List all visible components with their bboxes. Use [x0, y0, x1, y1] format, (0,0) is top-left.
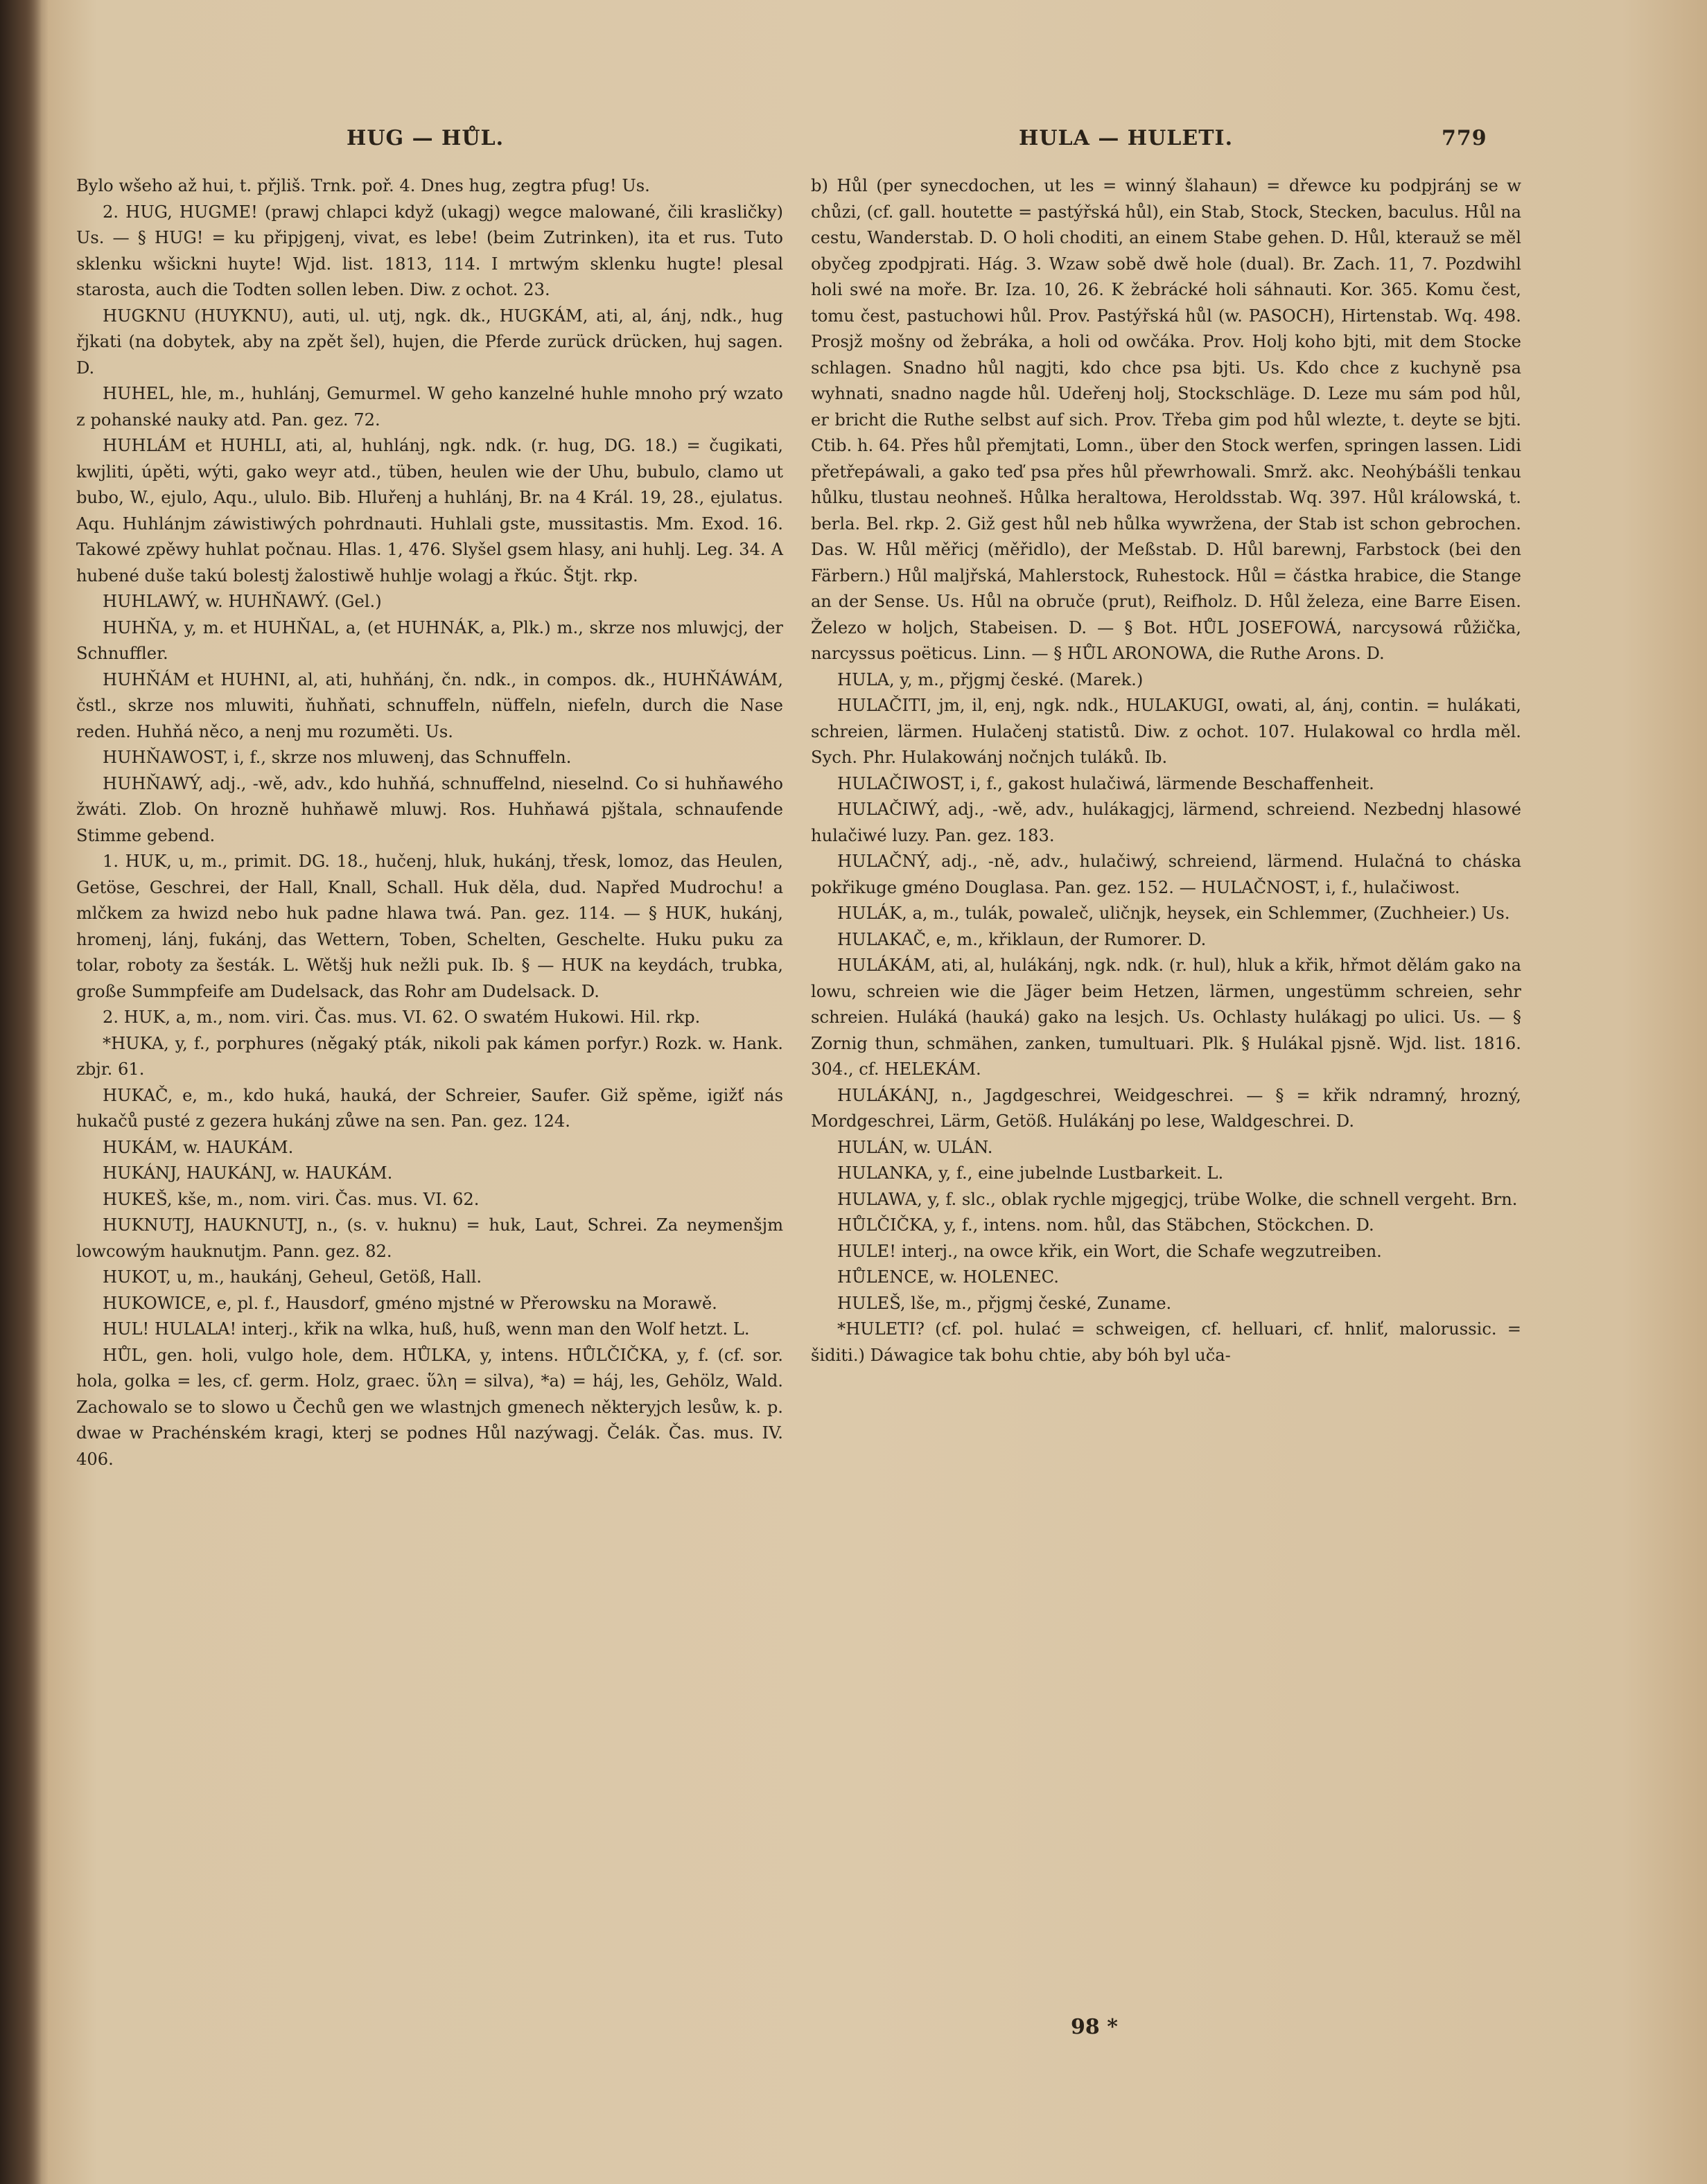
- right-column: [811, 173, 1521, 1368]
- entry-paragraph: HULÁK, a, m., tulák, powaleč, uličnjk, heysek, ein Schlemmer, (Zuchheier.) Us.: [837, 904, 1510, 923]
- running-head-right: HULA — HULETI.: [1019, 126, 1234, 150]
- entry-paragraph: HULE! interj., na owce křik, ein Wort, die Schafe wegzutreiben.: [837, 1241, 1382, 1261]
- left-column: [76, 173, 783, 1472]
- entry-paragraph: HULÁN, w. ULÁN.: [837, 1137, 993, 1157]
- entry-paragraph: HULÁKÁM, ati, al, hulákánj, ngk. ndk. (r. hul), hluk a křik, hřmot dělám gako na lowu, schreien wie die Jäger beim Hetzen, lärmen, ungestümm schreien, sehr schreien. Huláká (hauká) gako na lesjch. Us. Ochlasty hulákagj po ulici. Us. — § Zornig thun, schmähen, zanken, tumultuari. Plk. § Hulákal pjsně. Wjd. list. 1816. 304., cf. HELEKÁM.: [811, 956, 1521, 1079]
- entry-paragraph: HULAČNÝ, adj., -ně, adv., hulačiwý, schreiend, lärmend. Hulačná to cháska pokřikuge gméno Douglasa. Pan. gez. 152. — HULAČNOST, i, f., hulačiwost.: [811, 852, 1521, 897]
- entry-paragraph: HUKAČ, e, m., kdo huká, hauká, der Schreier, Saufer. Giž spěme, igižť nás hukačů pusté z gezera hukánj zůwe na sen. Pan. gez. 124.: [76, 1085, 783, 1131]
- entry-paragraph: HUHLÁM et HUHLI, ati, al, huhlánj, ngk. ndk. (r. hug, DG. 18.) = čugikati, kwjliti, úpěti, wýti, gako weyr atd., tüben, heulen wie der Uhu, bubulo, clamo ut bubo, W., ejulo, Aqu., ululo. Bib. Hluřenj a huhlánj, Br. na 4 Král. 19, 28., ejulatus. Aqu. Huhlánjm záwistiwých pohrdnauti. Huhlali gste, mussitastis. Mm. Exod. 16. Takowé zpěwy huhlat počnau. Hlas. 1, 476. Slyšel gsem hlasy, ani huhlj. Leg. 34. A hubené duše takú bolestj žalostiwě huhlje wolagj a řkúc. Štjt. rkp.: [76, 436, 783, 585]
- entry-paragraph: 2. HUK, a, m., nom. viri. Čas. mus. VI. 62. O swatém Hukowi. Hil. rkp.: [103, 1007, 701, 1027]
- entry-paragraph: HUKNUTJ, HAUKNUTJ, n., (s. v. huknu) = huk, Laut, Schrei. Za neymenšjm lowcowým hauknutjm. Pann. gez. 82.: [76, 1215, 783, 1261]
- entry-paragraph: *HUKA, y, f., porphures (něgaký pták, nikoli pak kámen porfyr.) Rozk. w. Hank. zbjr. 61.: [76, 1033, 783, 1079]
- entry-paragraph: HŮL, gen. holi, vulgo hole, dem. HŮLKA, y, intens. HŮLČIČKA, y, f. (cf. sor. hola, golka = les, cf. germ. Holz, graec. ὕλη = silva), *a) = háj, les, Gehölz, Wald. Zachowalo se to slowo u Čechů gen we wlastnjch gmenech některyjch lesůw, k. p. dwae w Prachénském kragi, kterj se podnes Hůl nazýwagj. Čelák. Čas. mus. IV. 406.: [76, 1345, 783, 1469]
- entry-paragraph: HUGKNU (HUYKNU), auti, ul. utj, ngk. dk., HUGKÁM, ati, al, ánj, ndk., hug řjkati (na dobytek, aby na zpět šel), hujen, die Pferde zurück drücken, huj sagen. D.: [76, 306, 783, 378]
- entry-paragraph: HULA, y, m., přjgmj české. (Marek.): [837, 669, 1144, 689]
- entry-paragraph: HULÁKÁNJ, n., Jagdgeschrei, Weidgeschrei. — § = křik ndramný, hrozný, Mordgeschrei, Lärm, Getöß. Hulákánj po lese, Waldgeschrei. D.: [811, 1085, 1521, 1131]
- entry-paragraph: HUHŇA, y, m. et HUHŇAL, a, (et HUHNÁK, a, Plk.) m., skrze nos mluwjcj, der Schnuffler.: [76, 617, 783, 663]
- entry-paragraph: Bylo wšeho až hui, t. přjliš. Trnk. poř. 4. Dnes hug, zegtra pfug! Us.: [76, 176, 650, 195]
- entry-paragraph: HULAČITI, jm, il, enj, ngk. ndk., HULAKUGI, owati, al, ánj, contin. = hulákati, schreien, lärmen. Hulačenj statistů. Diw. z ochot. 107. Hulakowal co hrdla měl. Sych. Phr. Hulakowánj nočnjch tuláků. Ib.: [811, 696, 1521, 767]
- entry-paragraph: HUHŇAWOST, i, f., skrze nos mluwenj, das Schnuffeln.: [103, 748, 572, 767]
- sheet-signature: 98 *: [1071, 2015, 1118, 2039]
- entry-paragraph: HULANKA, y, f., eine jubelnde Lustbarkeit. L.: [837, 1163, 1224, 1183]
- entry-paragraph: HUKÁM, w. HAUKÁM.: [103, 1137, 294, 1157]
- entry-paragraph: HUHLAWÝ, w. HUHŇAWÝ. (Gel.): [103, 592, 382, 611]
- entry-paragraph: HUHŇÁM et HUHNI, al, ati, huhňánj, čn. ndk., in compos. dk., HUHŇÁWÁM, čstl., skrze nos mluwiti, ňuhňati, schnuffeln, nüffeln, niefeln, durch die Nase reden. Huhňá něco, a nenj mu rozuměti. Us.: [76, 669, 783, 741]
- entry-paragraph: HULAČIWÝ, adj., -wě, adv., hulákagjcj, lärmend, schreiend. Nezbednj hlasowé hulačiwé luzy. Pan. gez. 183.: [811, 800, 1521, 845]
- entry-paragraph: HŮLČIČKA, y, f., intens. nom. hůl, das Stäbchen, Stöckchen. D.: [837, 1215, 1374, 1235]
- entry-paragraph: *HULETI? (cf. pol. hulać = schweigen, cf. helluari, cf. hnliť, malorussic. = šiditi.) Dáwagice tak bohu chtie, aby bóh byl uča-: [811, 1319, 1521, 1365]
- running-head-left: HUG — HŮL.: [347, 126, 505, 150]
- entry-paragraph: HUHŇAWÝ, adj., -wě, adv., kdo huhňá, schnuffelnd, nieselnd. Co si huhňawého žwáti. Zlob. On hrozně huhňawě mluwj. Ros. Huhňawá pjštala, schnaufende Stimme gebend.: [76, 773, 783, 845]
- entry-paragraph: b) Hůl (per synecdochen, ut les = winný šlahaun) = dřewce ku podpjránj se w chůzi, (cf. gall. houtette = pastýřská hůl), ein Stab, Stock, Stecken, baculus. Hůl na cestu, Wanderstab. D. O holi choditi, an einem Stabe gehen. D. Hůl, kterauž se měl obyčeg zpodpjrati. Hág. 3. Wzaw sobě dwě hole (dual). Br. Zach. 11, 7. Pozdwihl holi swé na moře. Br. Iza. 10, 26. K žebrácké holi sáhnauti. Kor. 365. Komu čest, tomu čest, pastuchowi hůl. Prov. Pastýřská hůl (w. PASOCH), Hirtenstab. Wq. 498. Prosjž mošny od žebráka, a holi od owčáka. Prov. Holj koho bjti, mit dem Stocke schlagen. Snadno hůl nagjti, kdo chce psa bjti. Us. Kdo chce z kuchyně psa wyhnati, snadno nagde hůl. Udeřenj holj, Stockschläge. D. Leze mu sám pod hůl, er bricht die Ruthe selbst auf sich. Prov. Třeba gim pod hůl wlezte, t. deyte se bjti. Ctib. h. 64. Přes hůl přemjtati, Lomn., über den Stock werfen, springen lassen. Lidi přetřepáwali, a gako teď psa přes hůl přewrhowali. Smrž. akc. Neohýbášli tenkau hůlku, tlustau neohneš. Hůlka heraltowa, Heroldsstab. Wq. 397. Hůl králowská, t. berla. Bel. rkp. 2. Giž gest hůl neb hůlka wywržena, der Stab ist schon gebrochen. Das. W. Hůl měřicj (měřidlo), der Meßstab. D. Hůl barewnj, Farbstock (bei den Färbern.) Hůl maljřská, Mahlerstock, Ruhestock. Hůl = částka hrabice, die Stange an der Sense. Us. Hůl na obruče (prut), Reifholz. D. Hůl železa, eine Barre Eisen. Železo w holjch, Stabeisen. D. — § Bot. HŮL JOSEFOWÁ, narcysowá růžička, narcyssus poëticus. Linn. — § HŮL ARONOWA, die Ruthe Arons. D.: [811, 176, 1521, 663]
- entry-paragraph: HULAWA, y, f. slc., oblak rychle mjgegjcj, trübe Wolke, die schnell vergeht. Brn.: [837, 1189, 1518, 1209]
- entry-paragraph: HUKOWICE, e, pl. f., Hausdorf, gméno mjstné w Přerowsku na Morawě.: [103, 1293, 717, 1313]
- entry-paragraph: 2. HUG, HUGME! (prawj chlapci když (ukagj) wegce malowané, čili krasličky) Us. — § HUG! = ku připjgenj, vivat, es lebe! (beim Zutrinken), ita et rus. Tuto sklenku wšickni huyte! Wjd. list. 1813, 114. I mrtwým sklenku hugte! plesal starosta, auch die Todten sollen leben. Diw. z ochot. 23.: [76, 202, 783, 299]
- entry-paragraph: HULEŠ, lše, m., přjgmj české, Zuname.: [837, 1293, 1172, 1313]
- entry-paragraph: HULAKAČ, e, m., křiklaun, der Rumorer. D.: [837, 929, 1207, 949]
- entry-paragraph: HUHEL, hle, m., huhlánj, Gemurmel. W geho kanzelné huhle mnoho prý wzato z pohanské nauky atd. Pan. gez. 72.: [76, 384, 783, 430]
- entry-paragraph: HŮLENCE, w. HOLENEC.: [837, 1267, 1059, 1287]
- page-number: 779: [1442, 126, 1487, 150]
- entry-paragraph: HUKEŠ, kše, m., nom. viri. Čas. mus. VI. 62.: [103, 1189, 480, 1209]
- entry-paragraph: HUL! HULALA! interj., křik na wlka, huß, huß, wenn man den Wolf hetzt. L.: [103, 1319, 750, 1339]
- entry-paragraph: HULAČIWOST, i, f., gakost hulačiwá, lärmende Beschaffenheit.: [837, 773, 1374, 793]
- entry-paragraph: HUKÁNJ, HAUKÁNJ, w. HAUKÁM.: [103, 1163, 393, 1183]
- entry-paragraph: HUKOT, u, m., haukánj, Geheul, Getöß, Hall.: [103, 1267, 482, 1287]
- book-spine-shadow: [0, 0, 42, 2184]
- entry-paragraph: 1. HUK, u, m., primit. DG. 18., hučenj, hluk, hukánj, třesk, lomoz, das Heulen, Getöse, Geschrei, der Hall, Knall, Schall. Huk děla, dud. Napřed Mudrochu! a mlčkem za hwizd nebo huk padne hlawa twá. Pan. gez. 114. — § HUK, hukánj, hromenj, lánj, fukánj, das Wettern, Toben, Schelten, Geschelte. Huku puku za tolar, roboty za šesták. L. Wětšj huk nežli puk. Ib. § — HUK na keydách, trubka, große Summpfeife am Dudelsack, das Rohr am Dudelsack. D.: [76, 852, 783, 1001]
